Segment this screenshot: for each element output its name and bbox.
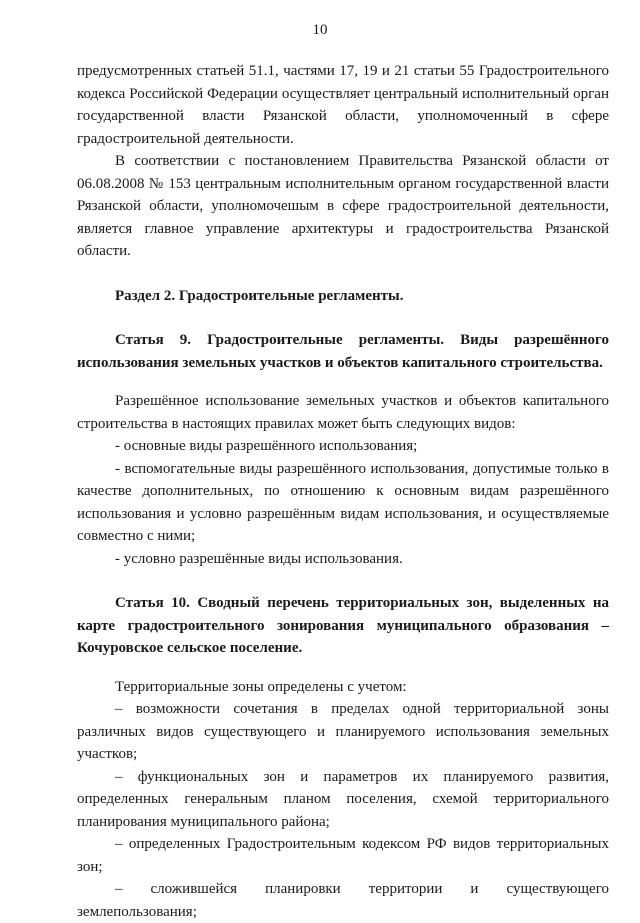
paragraph-2: В соответствии с постановлением Правительства Рязанской области от 06.08.2008 № 153 центральным исполнительным органом государственной власти Рязанской области, уполномочешым в сфере градостроительной деятельности, является главное управление архитектуры и градостроительства Рязанской области. [77,153,609,259]
list-item: – определенных Градостроительным кодексом РФ видов территориальных зон; [77,836,609,875]
paragraph-3: Разрешённое использование земельных участков и объектов капитального строительства в настоящих правилах может быть следующих видов: [77,393,609,432]
article-10-heading: Статья 10. Сводный перечень территориальных зон, выделенных на карте градостроительного зонирования муниципального образования – Кочуровское сельское поселение. [77,595,609,656]
section-2-heading: Раздел 2. Градостроительные регламенты. [115,287,404,304]
list-item: – сложившейся планировки территории и существующего землепользования; [77,881,609,920]
list-item: - условно разрешённые виды использования. [115,550,403,567]
list-item: – возможности сочетания в пределах одной территориальной зоны различных видов существующего и планируемого использования земельных участков; [77,701,609,762]
list-item: - вспомогательные виды разрешённого использования, допустимые только в качестве дополнительных, по отношению к основным видам разрешённого использования и условно разрешённым видам использования, и осуществляемые совместно с ними; [77,460,609,544]
paragraph-7: Территориальные зоны определены с учетом: [115,678,407,695]
list-item: - основные виды разрешённого использования; [115,438,418,454]
paragraph-1: предусмотренных статьей 51.1, частями 17, 19 и 21 статьи 55 Градостроительного кодекса Российской Федерации осуществляет центральный исполнительный орган государственной власти Рязанской области, уполномоченный в сфере градостроительной деятельности. [77,63,609,147]
page-number: 10 [312,22,328,38]
list-item: – функциональных зон и параметров их планируемого развития, определенных генеральным планом поселения, схемой территориального планирования муниципального района; [77,768,609,830]
document-body [77,60,609,923]
article-9-heading: Статья 9. Градостроительные регламенты. Виды разрешённого использования земельных участков и объектов капитального строительства. [77,332,609,371]
